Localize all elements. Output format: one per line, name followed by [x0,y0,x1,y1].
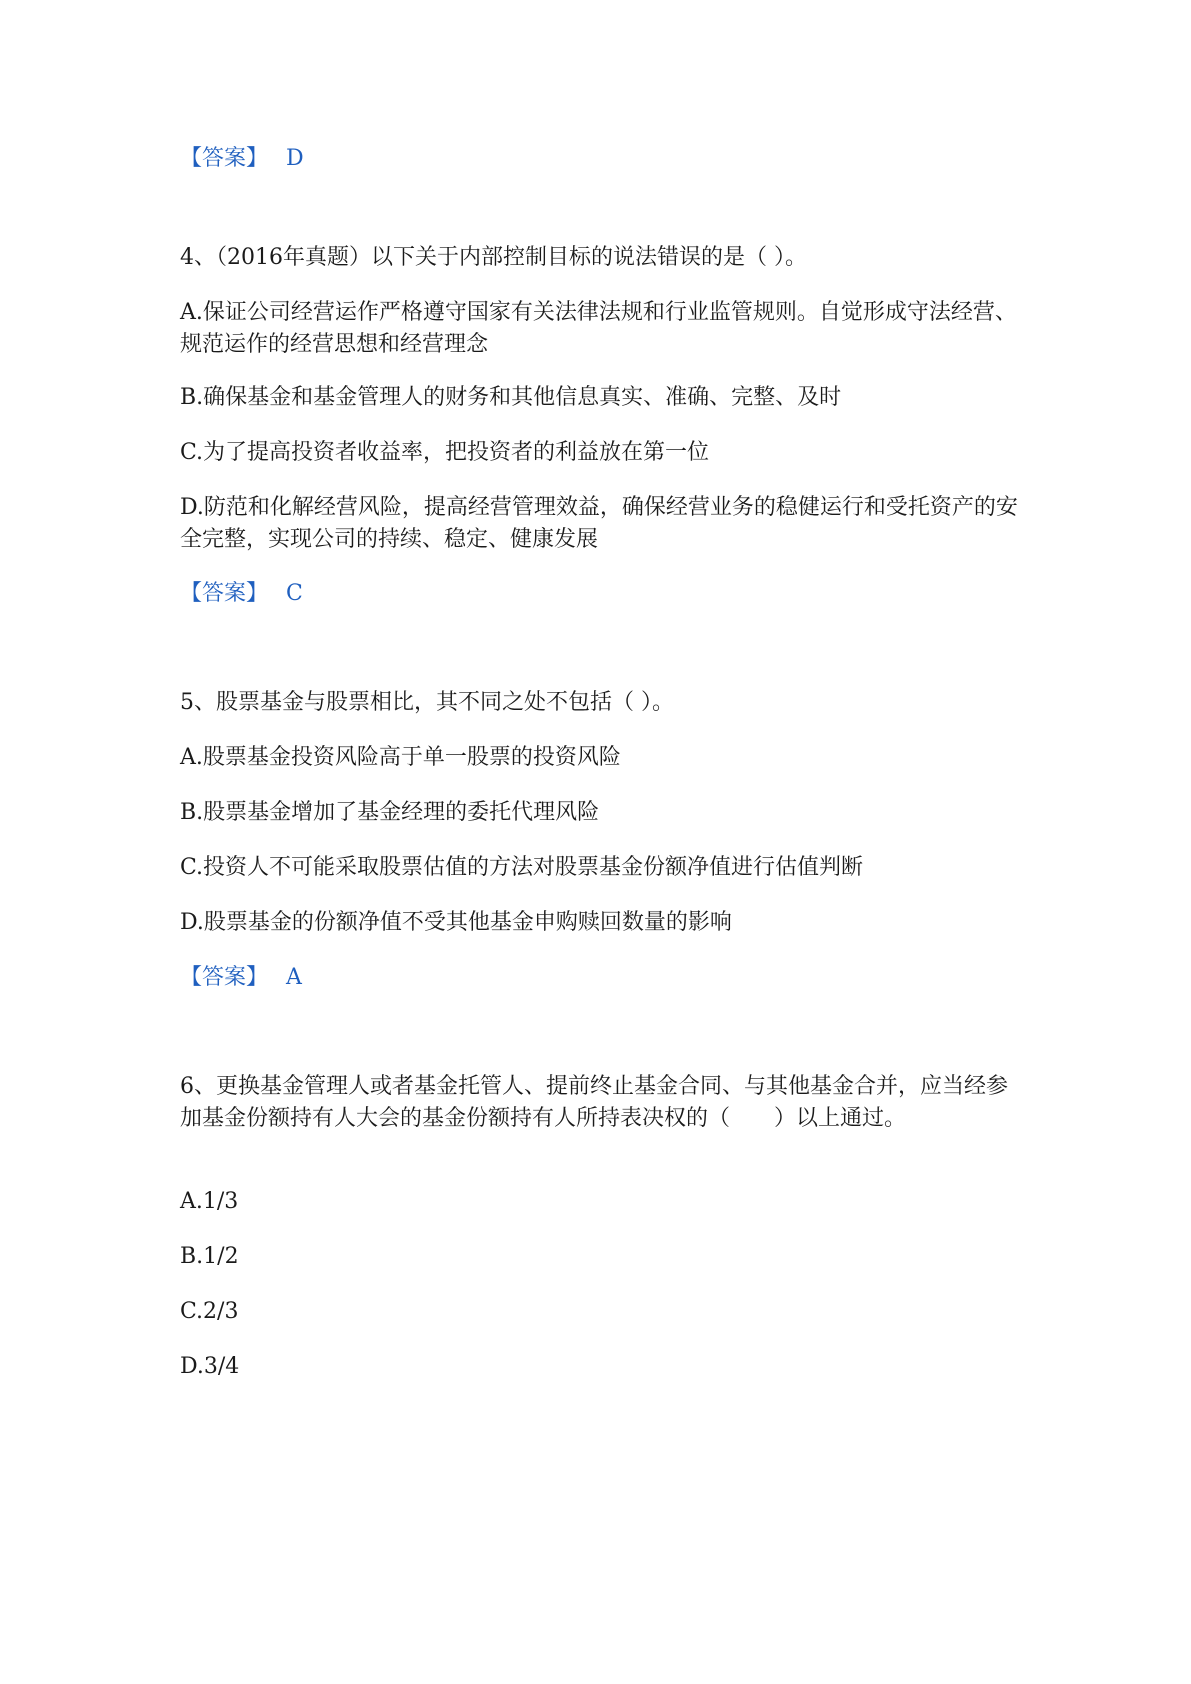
answer-label: 【答案】 [180,146,269,171]
question-5-stem: 5、股票基金与股票相比，其不同之处不包括（ ）。 [180,690,674,715]
question-6-stem: 6、更换基金管理人或者基金托管人、提前终止基金合同、与其他基金合并，应当经参加基金份额持有人大会的基金份额持有人所持表决权的（ ）以上通过。 [180,1074,1008,1131]
question-4-stem: 4、（2016年真题）以下关于内部控制目标的说法错误的是（ ）。 [180,245,807,270]
question-5-option-d: D.股票基金的份额净值不受其他基金申购赎回数量的影响 [180,910,732,935]
answer-row-q4 [180,578,1030,610]
question-6-option-c: C.2/3 [180,1299,239,1324]
answer-label: 【答案】 [180,581,269,606]
question-5-option-c: C.投资人不可能采取股票估值的方法对股票基金份额净值进行估值判断 [180,855,864,880]
answer-value: D [286,146,304,171]
answer-row-q5 [180,962,1030,994]
question-4-option-a: A.保证公司经营运作严格遵守国家有关法律法规和行业监管规则。自觉形成守法经营、规范运作的经营思想和经营理念 [180,300,1017,357]
answer-value: C [286,581,303,606]
question-6-option-a: A.1/3 [180,1189,239,1214]
question-5-option-b: B.股票基金增加了基金经理的委托代理风险 [180,800,600,825]
answer-label: 【答案】 [180,965,269,990]
question-4-option-c: C.为了提高投资者收益率，把投资者的利益放在第一位 [180,440,710,465]
question-6-option-b: B.1/2 [180,1244,239,1269]
question-5-option-a: A.股票基金投资风险高于单一股票的投资风险 [180,745,621,770]
answer-row-q3 [180,143,1030,175]
question-6-option-d: D.3/4 [180,1354,240,1379]
question-4-option-b: B.确保基金和基金管理人的财务和其他信息真实、准确、完整、及时 [180,385,842,410]
question-4-option-d: D.防范和化解经营风险，提高经营管理效益，确保经营业务的稳健运行和受托资产的安全完整，实现公司的持续、稳定、健康发展 [180,495,1018,552]
answer-value: A [286,965,302,990]
